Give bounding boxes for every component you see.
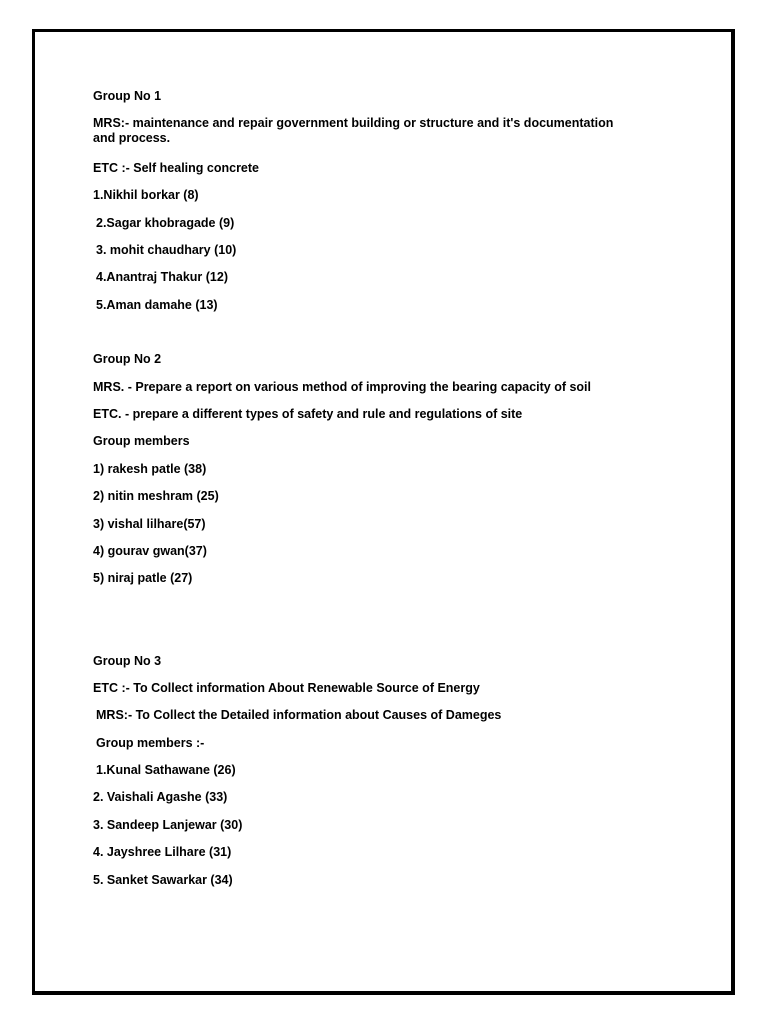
group-2-member: 2) nitin meshram (25) [93, 489, 219, 503]
group-2-members-label: Group members [93, 434, 190, 448]
group-1-heading: Group No 1 [93, 89, 162, 103]
group-1-member: 5.Aman damahe (13) [96, 298, 218, 312]
group-3-member: 1.Kunal Sathawane (26) [96, 763, 236, 777]
group-3-member: 4. Jayshree Lilhare (31) [93, 845, 232, 859]
group-1-etc: ETC :- Self healing concrete [93, 161, 260, 175]
group-3-heading: Group No 3 [93, 654, 162, 668]
group-2-etc: ETC. - prepare a different types of safety and rule and regulations of site [93, 407, 523, 421]
group-1-member: 4.Anantraj Thakur (12) [96, 270, 228, 284]
group-1-member: 2.Sagar khobragade (9) [96, 216, 235, 230]
group-2-mrs: MRS. - Prepare a report on various method of improving the bearing capacity of soil [93, 380, 592, 394]
group-3-member: 2. Vaishali Agashe (33) [93, 790, 228, 804]
group-2-heading: Group No 2 [93, 352, 162, 366]
group-1-member: 3. mohit chaudhary (10) [96, 243, 237, 257]
group-3-members-label: Group members :- [96, 736, 205, 750]
group-1-mrs: MRS:- maintenance and repair government building or structure and it's documentation and process. [93, 116, 614, 145]
group-3-member: 3. Sandeep Lanjewar (30) [93, 818, 243, 832]
group-2-member: 3) vishal lilhare(57) [93, 517, 206, 531]
group-3-mrs: MRS:- To Collect the Detailed information about Causes of Dameges [96, 708, 502, 722]
group-3-etc: ETC :- To Collect information About Renewable Source of Energy [93, 681, 480, 695]
group-2-member: 1) rakesh patle (38) [93, 462, 207, 476]
group-1-member: 1.Nikhil borkar (8) [93, 188, 199, 202]
group-2-member: 5) niraj patle (27) [93, 571, 193, 585]
group-2-member: 4) gourav gwan(37) [93, 544, 207, 558]
group-3-member: 5. Sanket Sawarkar (34) [93, 873, 233, 887]
